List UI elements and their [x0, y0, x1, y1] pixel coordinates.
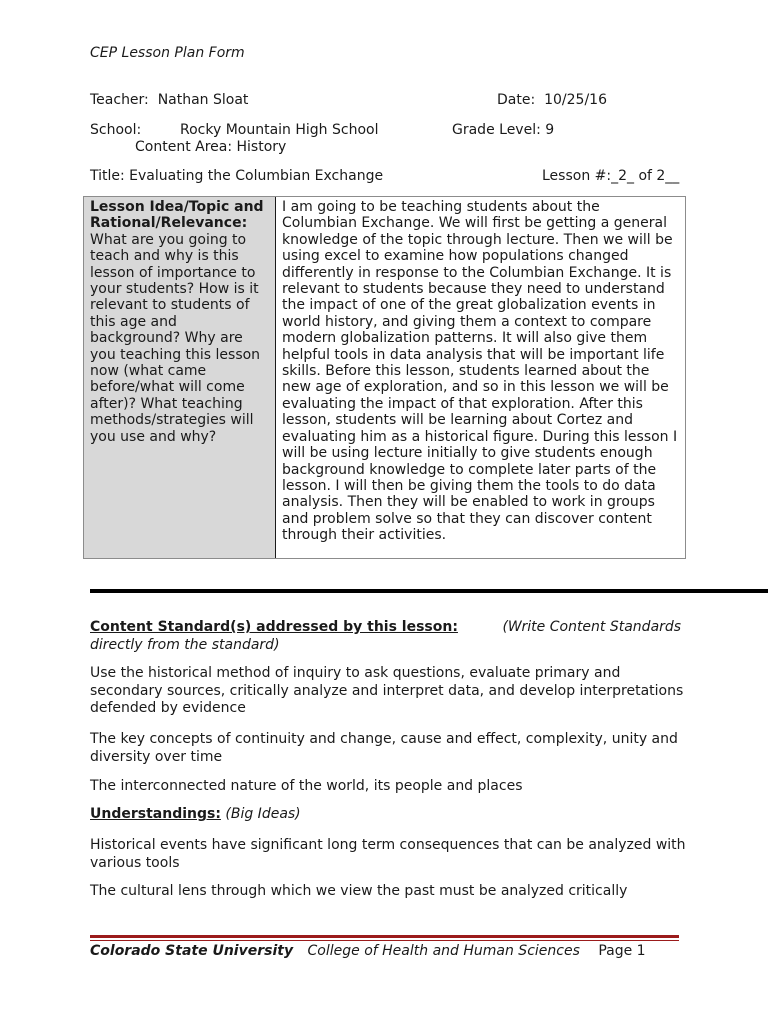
- standard-item: The key concepts of continuity and change, cause and effect, complexity, unity and diversity over time: [90, 731, 678, 765]
- content-standards-heading: Content Standard(s) addressed by this lesson:: [90, 619, 458, 635]
- lesson-idea-response: I am going to be teaching students about the Columbian Exchange. We will first be getting a general knowledge of the topic through lecture. Then we will be using excel to examine how populations changed differently in response to the Columbian Exchange. It is relevant to students because they need to understand the impact of one of the great globalization events in world history, and giving them a context to compare modern globalization patterns. It will also give them helpful tools in data analysis that will be important life skills. Before this lesson, students learned about the new age of exploration, and so in this lesson we will be evaluating the impact of that exploration. After this lesson, students will be learning about Cortez and evaluating him as a historical figure. During this lesson I will be using lecture initially to give students enough background knowledge to complete later parts of the lesson. I will then be giving them the tools to do data analysis. Then they will be enabled to work in groups and problem solve so that they can discover content through their activities.: [282, 199, 678, 544]
- content-standards-note: (Write Content Standards directly from the standard): [90, 619, 682, 653]
- lesson-number: Lesson #:_2_ of 2__: [542, 168, 680, 184]
- date-field: [497, 92, 607, 108]
- lesson-idea-prompt-cell: [84, 197, 276, 558]
- teacher-field: [90, 92, 248, 108]
- grade-value: 9: [545, 122, 555, 138]
- content-standards-heading-block: [90, 619, 690, 654]
- understanding-item: The cultural lens through which we view the past must be analyzed critically: [90, 883, 628, 899]
- teacher-value: Nathan Sloat: [157, 92, 249, 108]
- school-value: Rocky Mountain High School: [180, 122, 379, 138]
- lesson-title: Title: Evaluating the Columbian Exchange: [90, 168, 384, 184]
- footer-university: Colorado State University: [90, 943, 294, 959]
- page-footer: [90, 943, 646, 959]
- form-title: CEP Lesson Plan Form: [90, 45, 245, 61]
- date-label: Date:: [497, 92, 536, 108]
- footer-rule: [90, 940, 679, 941]
- understanding-item: Historical events have significant long term consequences that can be analyzed with various tools: [90, 837, 686, 871]
- footer-rule: [90, 935, 679, 938]
- standard-item: The interconnected nature of the world, its people and places: [90, 778, 523, 794]
- understandings-note: (Big Ideas): [225, 806, 301, 822]
- footer-college: College of Health and Human Sciences: [307, 943, 580, 959]
- footer-page-number: Page 1: [598, 943, 646, 959]
- lesson-idea-table: [83, 196, 686, 559]
- content-area: Content Area: History: [135, 139, 287, 155]
- school-label: School:: [90, 122, 142, 138]
- date-value: 10/25/16: [544, 92, 607, 108]
- understandings-heading-block: [90, 806, 690, 824]
- lesson-idea-heading: Lesson Idea/Topic and Rational/Relevance:: [90, 199, 264, 232]
- standard-item: Use the historical method of inquiry to ask questions, evaluate primary and secondary sources, critically analyze and interpret data, and develop interpretations defended by evidence: [90, 665, 684, 717]
- section-divider: [90, 589, 768, 593]
- grade-label: Grade Level:: [452, 122, 541, 138]
- teacher-label: Teacher:: [90, 92, 149, 108]
- grade-field: [452, 122, 554, 138]
- understandings-heading: Understandings:: [90, 806, 221, 822]
- lesson-idea-prompt: What are you going to teach and why is this lesson of importance to your students? How is it relevant to students of this age and background? Why are you teaching this lesson now (what came before/what will come after)? What teaching methods/strategies will you use and why?: [90, 231, 261, 445]
